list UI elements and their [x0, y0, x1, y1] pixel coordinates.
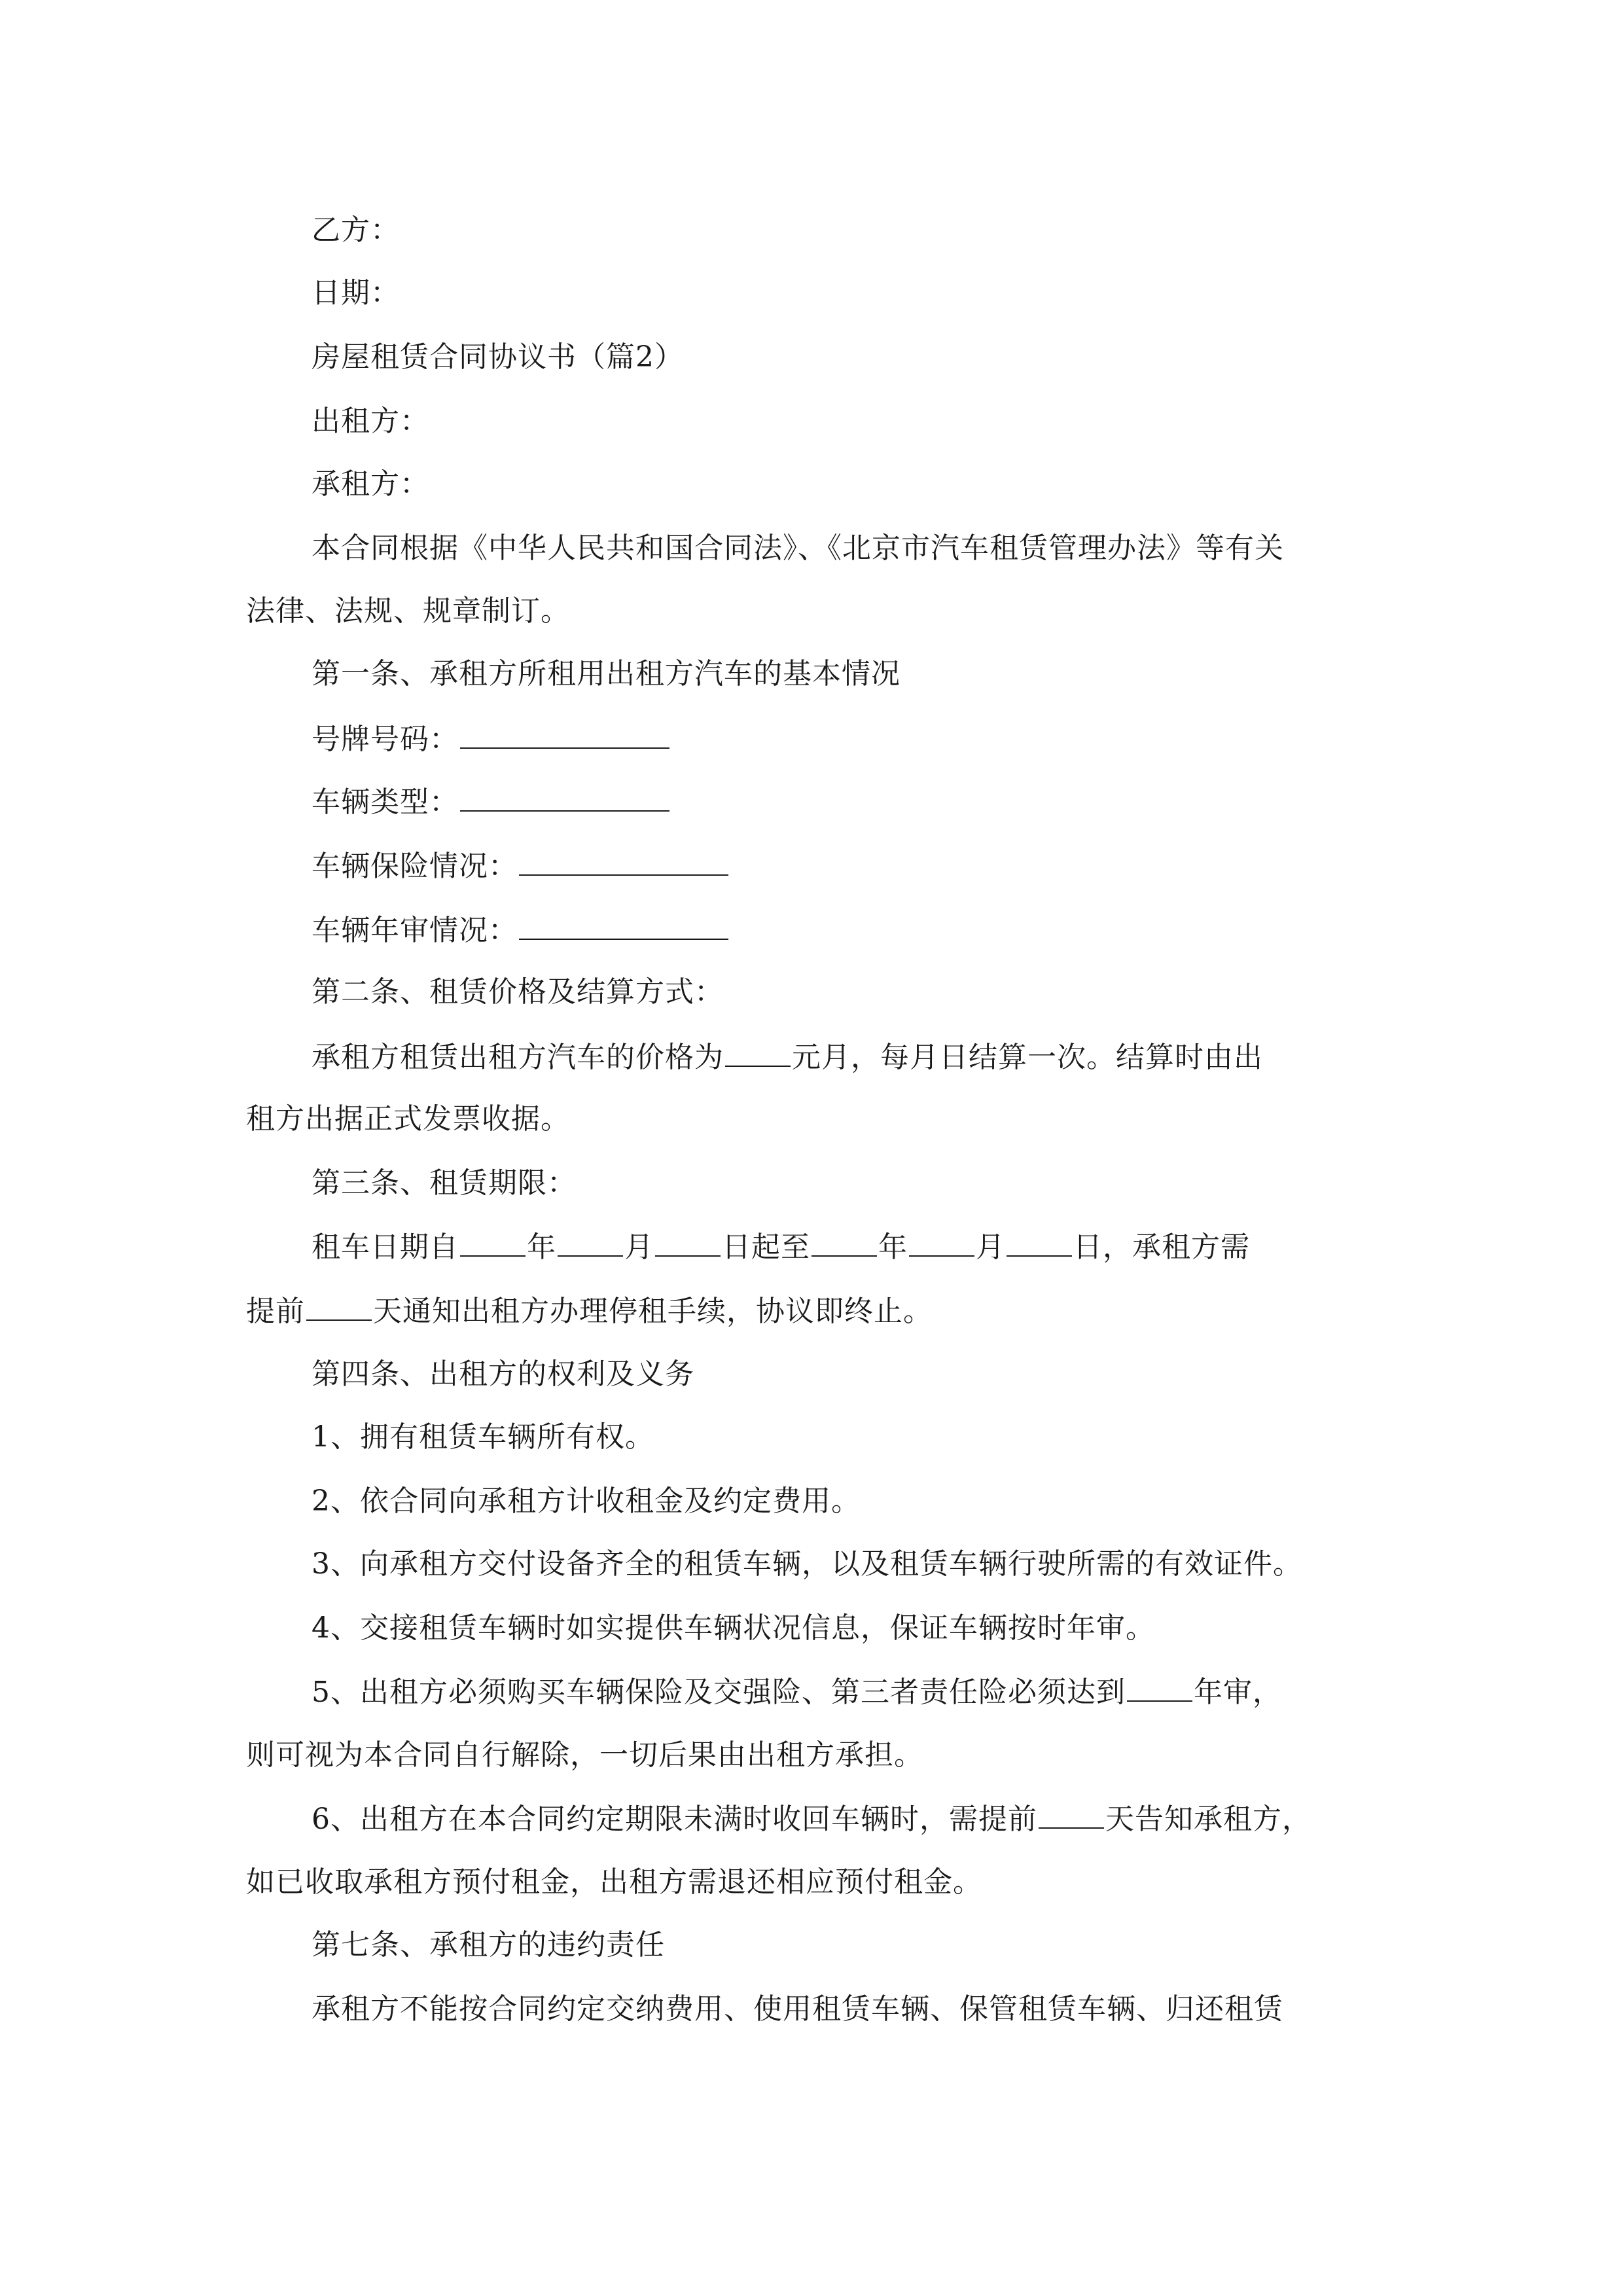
- article-4-item-5-line-2: 则可视为本合同自行解除，一切后果由出租方承担。: [246, 1738, 923, 1772]
- year-unit: 年: [527, 1230, 556, 1264]
- vehicle-type-line: [312, 781, 1450, 822]
- lessee-line: 承租方：: [312, 467, 429, 501]
- inspection-label: 车辆年审情况：: [312, 914, 518, 947]
- inspection-blank: [519, 910, 728, 940]
- article-7-heading: 第七条、承租方的违约责任: [312, 1928, 665, 1962]
- lessor-line: 出租方：: [312, 404, 429, 438]
- insurance-label: 车辆保险情况：: [312, 850, 518, 883]
- term-from-text: 日起至: [722, 1230, 810, 1264]
- start-month-blank: [558, 1227, 623, 1257]
- advance-days-blank: [306, 1291, 372, 1321]
- item-5-text-b: 年审，: [1194, 1676, 1282, 1709]
- end-year-blank: [812, 1227, 877, 1257]
- vehicle-type-blank: [460, 781, 669, 812]
- date-line: 日期：: [312, 276, 400, 310]
- article-4-item-4: 4、交接租赁车辆时如实提供车辆状况信息，保证车辆按时年审。: [312, 1611, 1155, 1645]
- start-day-blank: [655, 1227, 721, 1257]
- price-line-1: [312, 1037, 1450, 1077]
- article-4-item-6-line-2: 如已收取承租方预付租金，出租方需退还相应预付租金。: [246, 1865, 982, 1899]
- vehicle-type-label: 车辆类型：: [312, 785, 459, 819]
- term-line-2: [246, 1291, 1385, 1331]
- party-b-line: 乙方：: [312, 213, 400, 247]
- article-4-item-6-line-1: [312, 1799, 1450, 1839]
- insurance-blank: [519, 846, 728, 876]
- plate-number-label: 号牌号码：: [312, 723, 459, 756]
- price-line-2: 租方出据正式发票收据。: [246, 1102, 570, 1136]
- end-day-blank: [1007, 1227, 1072, 1257]
- term-line-1: [312, 1227, 1450, 1267]
- item-6-blank: [1039, 1799, 1104, 1829]
- item-6-text-b: 天告知承租方，: [1105, 1803, 1311, 1836]
- year-unit: 年: [878, 1230, 908, 1264]
- price-text-a: 承租方租赁出租方汽车的价格为: [312, 1041, 724, 1074]
- start-year-blank: [460, 1227, 526, 1257]
- plate-number-blank: [460, 719, 669, 749]
- item-5-text-a: 5、出租方必须购买车辆保险及交强险、第三者责任险必须达到: [312, 1676, 1126, 1709]
- item-6-text-a: 6、出租方在本合同约定期限未满时收回车辆时，需提前: [312, 1803, 1037, 1836]
- insurance-line: [312, 846, 1450, 886]
- end-month-blank: [909, 1227, 974, 1257]
- term-start-text: 租车日期自: [312, 1230, 459, 1264]
- document-title: 房屋租赁合同协议书（篇2）: [312, 340, 684, 374]
- price-blank: [725, 1037, 791, 1067]
- month-unit: 月: [624, 1230, 654, 1264]
- article-3-heading: 第三条、租赁期限：: [312, 1166, 577, 1200]
- inspection-line: [312, 910, 1450, 950]
- article-2-heading: 第二条、租赁价格及结算方式：: [312, 975, 724, 1009]
- item-5-blank: [1127, 1672, 1192, 1702]
- month-unit: 月: [976, 1230, 1005, 1264]
- intro-line-2: 法律、法规、规章制订。: [246, 594, 570, 628]
- price-text-b: 元月，每月日结算一次。结算时由出: [792, 1041, 1263, 1074]
- intro-line-1: 本合同根据《中华人民共和国合同法》、《北京市汽车租赁管理办法》等有关: [312, 531, 1284, 565]
- article-7-text-line-1: 承租方不能按合同约定交纳费用、使用租赁车辆、保管租赁车辆、归还租赁: [312, 1992, 1283, 2026]
- article-4-heading: 第四条、出租方的权利及义务: [312, 1357, 694, 1391]
- article-1-heading: 第一条、承租方所租用出租方汽车的基本情况: [312, 657, 901, 691]
- term-end-text: 日，承租方需: [1073, 1230, 1250, 1264]
- advance-text-b: 天通知出租方办理停租手续，协议即终止。: [373, 1295, 933, 1328]
- advance-text-a: 提前: [246, 1295, 305, 1328]
- article-4-item-2: 2、依合同向承租方计收租金及约定费用。: [312, 1484, 861, 1518]
- plate-number-line: [312, 719, 1450, 759]
- article-4-item-5-line-1: [312, 1672, 1450, 1712]
- article-4-item-3: 3、向承租方交付设备齐全的租赁车辆，以及租赁车辆行驶所需的有效证件。: [312, 1547, 1302, 1581]
- article-4-item-1: 1、拥有租赁车辆所有权。: [312, 1420, 654, 1454]
